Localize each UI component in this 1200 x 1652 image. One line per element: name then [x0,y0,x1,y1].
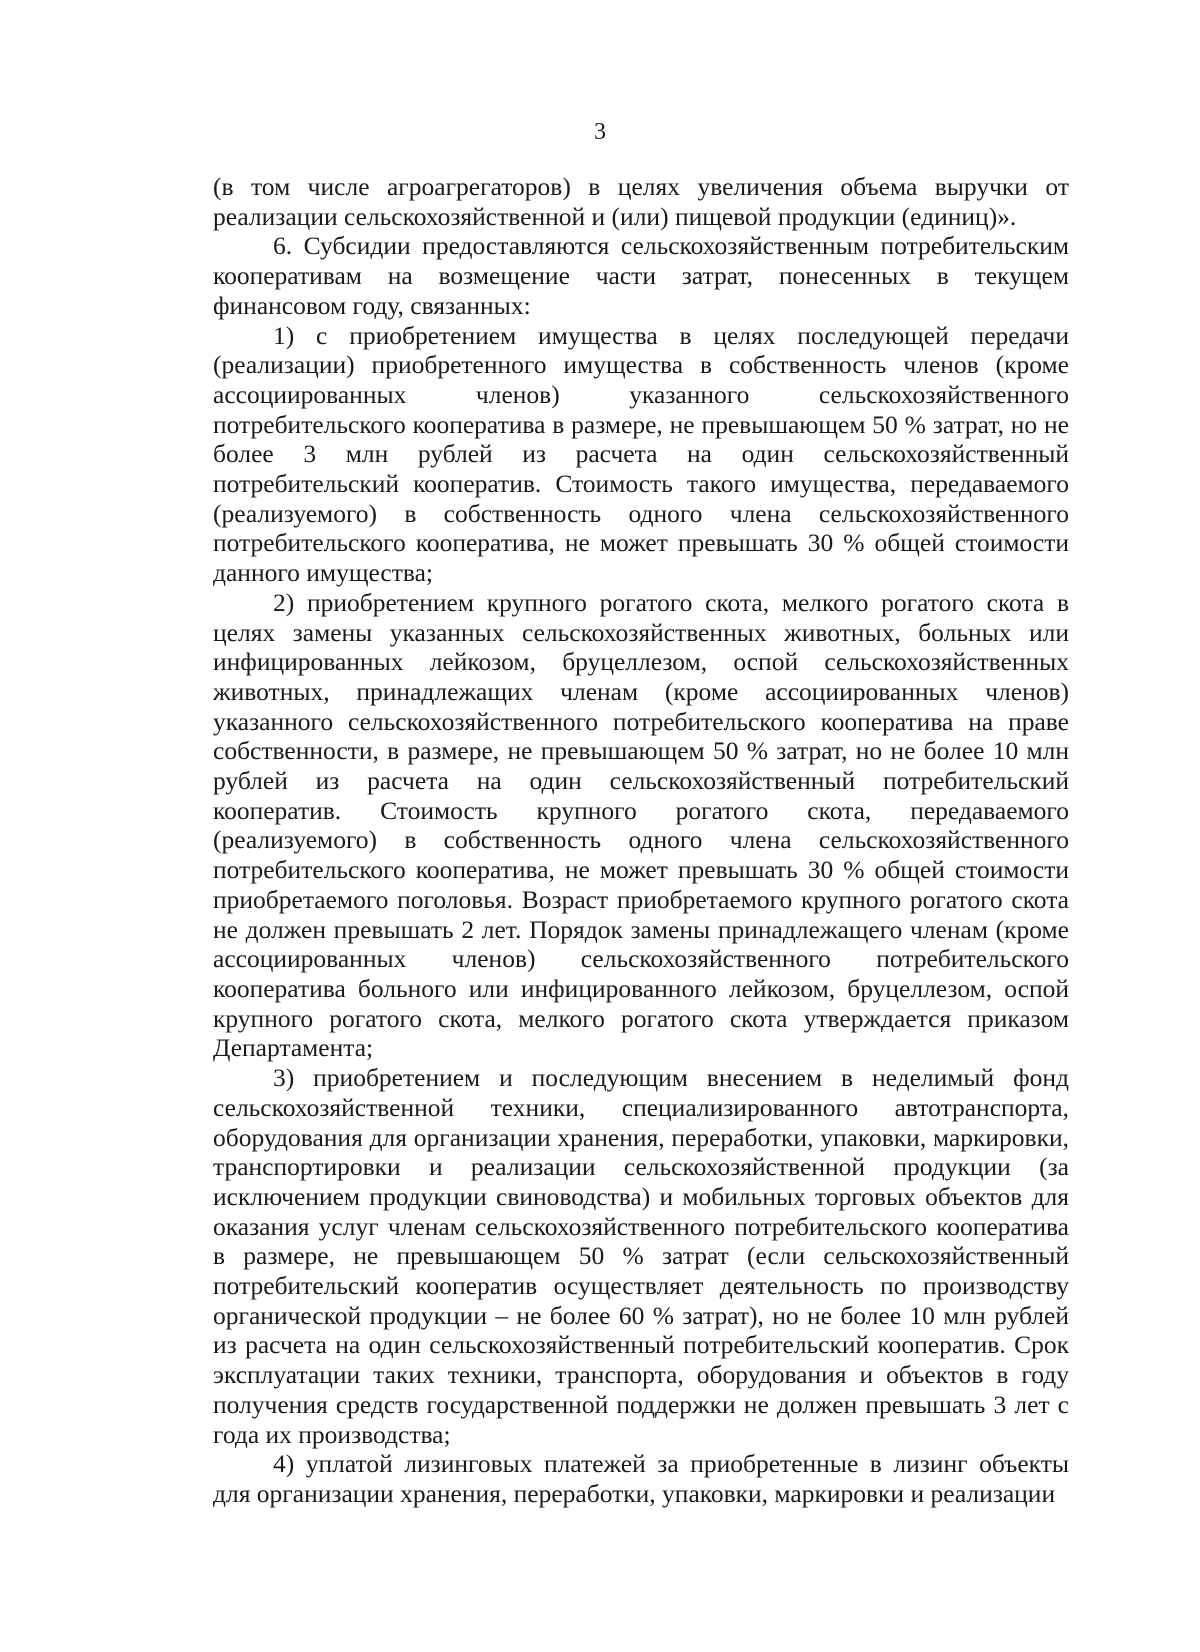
paragraph-continuation: (в том числе агроагрегаторов) в целях увеличения объема выручки от реализации сельскохозяйственной и (или) пищевой продукции (единиц)». [213,172,1069,231]
document-body [213,172,1069,1509]
paragraph-item-6: 6. Субсидии предоставляются сельскохозяйственным потребительским кооперативам на возмещение части затрат, понесенных в текущем финансовом году, связанных: [213,231,1069,320]
paragraph-subitem-2: 2) приобретением крупного рогатого скота, мелкого рогатого скота в целях замены указанных сельскохозяйственных животных, больных или инфицированных лейкозом, бруцеллезом, оспой сельскохозяйственных животных, принадлежащих членам (кроме ассоциированных членов) указанного сельскохозяйственного потребительского кооператива на праве собственности, в размере, не превышающем 50 % затрат, но не более 10 млн рублей из расчета на один сельскохозяйственный потребительский кооператив. Стоимость крупного рогатого скота, передаваемого (реализуемого) в собственность одного члена сельскохозяйственного потребительского кооператива, не может превышать 30 % общей стоимости приобретаемого поголовья. Возраст приобретаемого крупного рогатого скота не должен превышать 2 лет. Порядок замены принадлежащего членам (кроме ассоциированных членов) сельскохозяйственного потребительского кооператива больного или инфицированного лейкозом, бруцеллезом, оспой крупного рогатого скота, мелкого рогатого скота утверждается приказом Департамента; [213,587,1069,1063]
paragraph-subitem-3: 3) приобретением и последующим внесением в неделимый фонд сельскохозяйственной техники, специализированного автотранспорта, оборудования для организации хранения, переработки, упаковки, маркировки, транспортировки и реализации сельскохозяйственной продукции (за исключением продукции свиноводства) и мобильных торговых объектов для оказания услуг членам сельскохозяйственного потребительского кооператива в размере, не превышающем 50 % затрат (если сельскохозяйственный потребительский кооператив осуществляет деятельность по производству органической продукции – не более 60 % затрат), но не более 10 млн рублей из расчета на один сельскохозяйственный потребительский кооператив. Срок эксплуатации таких техники, транспорта, оборудования и объектов в году получения средств государственной поддержки не должен превышать 3 лет с года их производства; [213,1063,1069,1449]
page-number: 3 [594,119,606,145]
paragraph-subitem-4: 4) уплатой лизинговых платежей за приобретенные в лизинг объекты для организации хранения, переработки, упаковки, маркировки и реализации [213,1449,1069,1508]
paragraph-subitem-1: 1) с приобретением имущества в целях последующей передачи (реализации) приобретенного имущества в собственность членов (кроме ассоциированных членов) указанного сельскохозяйственного потребительского кооператива в размере, не превышающем 50 % затрат, но не более 3 млн рублей из расчета на один сельскохозяйственный потребительский кооператив. Стоимость такого имущества, передаваемого (реализуемого) в собственность одного члена сельскохозяйственного потребительского кооператива, не может превышать 30 % общей стоимости данного имущества; [213,320,1069,588]
